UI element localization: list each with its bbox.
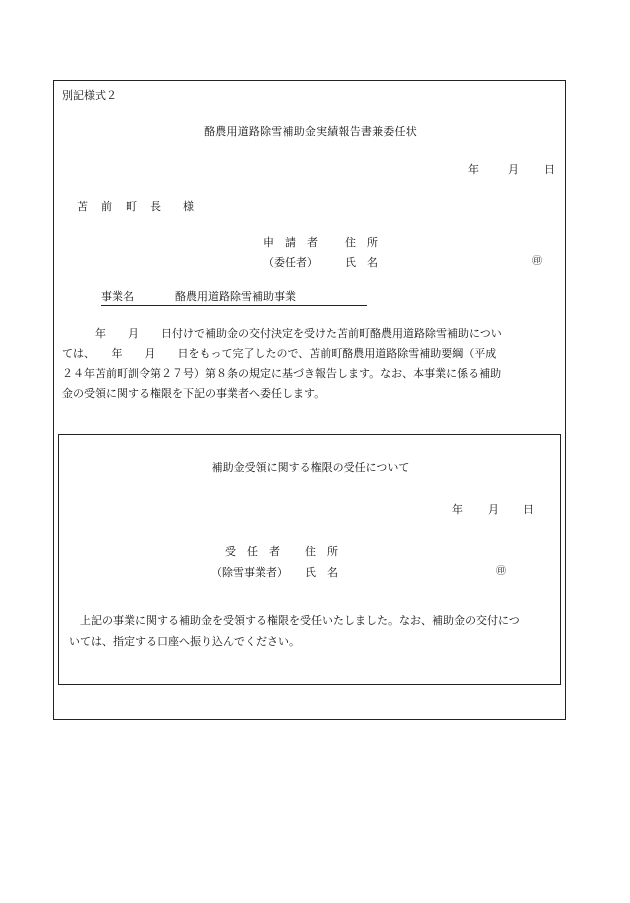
delegate-name-label: 氏 名 [305, 566, 338, 579]
delegate-address-row [59, 546, 562, 560]
applicant-role-sub: （委任者） [263, 256, 318, 269]
delegation-date-day-label: 日 [523, 503, 534, 516]
report-form-frame [53, 80, 566, 720]
delegation-acceptance-text [69, 610, 555, 652]
addressee-char-3: 町 [126, 200, 137, 213]
addressee-char-4: 長 [150, 200, 161, 213]
delegation-box [58, 434, 561, 685]
report-body-line-2: ては、 年 月 日をもって完了したので、苫前町酪農用道路除雪補助要綱（平成 [62, 347, 497, 360]
applicant-seal-mark: ㊞ [532, 256, 542, 267]
addressee-char-1: 苫 [77, 200, 88, 213]
date-month-label: 月 [508, 163, 519, 176]
delegation-date-month-label: 月 [488, 503, 499, 516]
delegation-text-line-2: いては、指定する口座へ振り込んでください。 [69, 635, 300, 648]
delegate-address-label: 住 所 [305, 545, 338, 558]
applicant-address-label: 住 所 [345, 236, 378, 249]
delegation-title: 補助金受領に関する権限の受任について [211, 461, 410, 474]
report-body-line-1: 年 月 日付けで補助金の交付決定を受けた苫前町酪農用道路除雪補助につい [62, 327, 502, 340]
document-title: 酪農用道路除雪補助金実績報告書兼委任状 [204, 125, 417, 138]
delegate-name-row [59, 567, 562, 581]
report-body-line-4: 金の受領に関する権限を下記の事業者へ委任します。 [62, 387, 326, 400]
applicant-role: 申 請 者 [263, 236, 318, 249]
project-name-line [101, 291, 367, 306]
form-id: 別記様式２ [62, 89, 117, 102]
project-name: 酪農用道路除雪補助事業 [175, 290, 296, 303]
addressee-char-2: 前 [101, 200, 112, 213]
applicant-name-row [54, 257, 567, 271]
addressee-honorific: 様 [183, 200, 194, 213]
delegate-seal-mark: ㊞ [496, 566, 506, 577]
delegation-date-year-label: 年 [452, 503, 463, 516]
addressee [77, 201, 277, 215]
project-label: 事業名 [101, 290, 134, 303]
date-year-label: 年 [468, 163, 479, 176]
delegate-role-sub: （除雪事業者） [211, 566, 288, 579]
report-body [62, 324, 558, 404]
delegation-text-line-1: 上記の事業に関する補助金を受領する権限を受任いたしました。なお、補助金の交付につ [69, 614, 520, 627]
applicant-name-label: 氏 名 [345, 256, 378, 269]
applicant-address-row [54, 237, 567, 251]
date-day-label: 日 [544, 163, 555, 176]
report-body-line-3: ２４年苫前町訓令第２７号）第８条の規定に基づき報告します。なお、本事業に係る補助 [62, 367, 502, 380]
delegate-role: 受 任 者 [225, 545, 280, 558]
delegation-date [59, 504, 562, 518]
